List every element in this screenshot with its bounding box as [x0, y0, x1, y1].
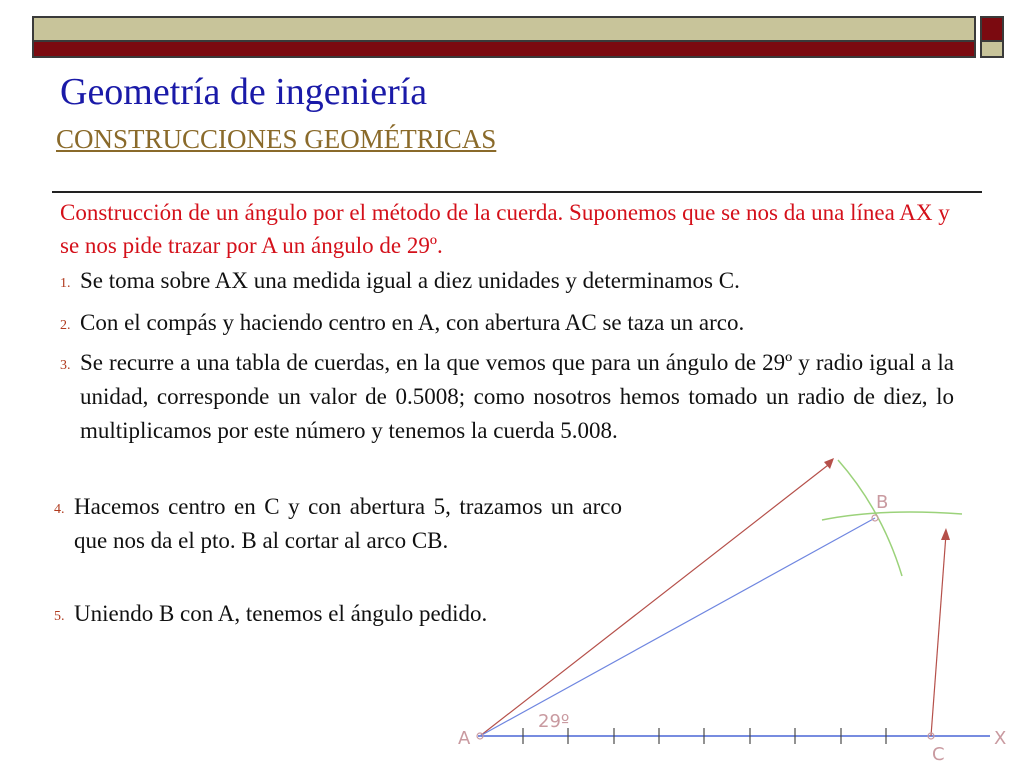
label-angle: 29º	[538, 711, 570, 732]
ray-from-c	[931, 534, 946, 736]
arc-radius-ac	[822, 512, 962, 520]
step-item	[60, 306, 960, 340]
step-item	[54, 490, 622, 558]
step-text: Con el compás y haciendo centro en A, con abertura AC se taza un arco.	[80, 310, 745, 335]
step-number: 2.	[60, 318, 71, 333]
step-text: Se recurre a una tabla de cuerdas, en la que vemos que para un ángulo de 29º y radio igual a la unidad, corresponde un valor de 0.5008; como nosotros hemos tomado un radio de diez, lo multiplicamos por este número y tenemos la cuerda 5.008.	[80, 350, 954, 443]
step-item	[54, 597, 622, 631]
label-b: B	[876, 492, 889, 513]
step-item	[60, 346, 954, 448]
label-a: A	[458, 728, 471, 749]
arc-radius-cb	[838, 460, 902, 576]
step-number: 5.	[54, 609, 65, 624]
step-text: Se toma sobre AX una medida igual a diez unidades y determinamos C.	[80, 268, 740, 293]
step-text: Uniendo B con A, tenemos el ángulo pedido.	[74, 601, 488, 626]
label-x: X	[994, 728, 1007, 749]
step-number: 4.	[54, 502, 65, 517]
step-number: 1.	[60, 276, 71, 291]
step-text: Hacemos centro en C y con abertura 5, trazamos un arco que nos da el pto. B al cortar al arco CB.	[74, 494, 622, 553]
label-c: C	[932, 744, 945, 765]
slide-title: Geometría de ingeniería	[60, 71, 428, 113]
step-number: 3.	[60, 358, 71, 373]
step-item	[60, 264, 960, 298]
intro-text: Construcción de un ángulo por el método de la cuerda. Suponemos que se nos da una línea AX y se nos pide trazar por A un ángulo de 29º.	[60, 200, 950, 258]
slide-subtitle: CONSTRUCCIONES GEOMÉTRICAS	[56, 124, 497, 154]
ray-from-c-arrowhead	[941, 528, 950, 540]
